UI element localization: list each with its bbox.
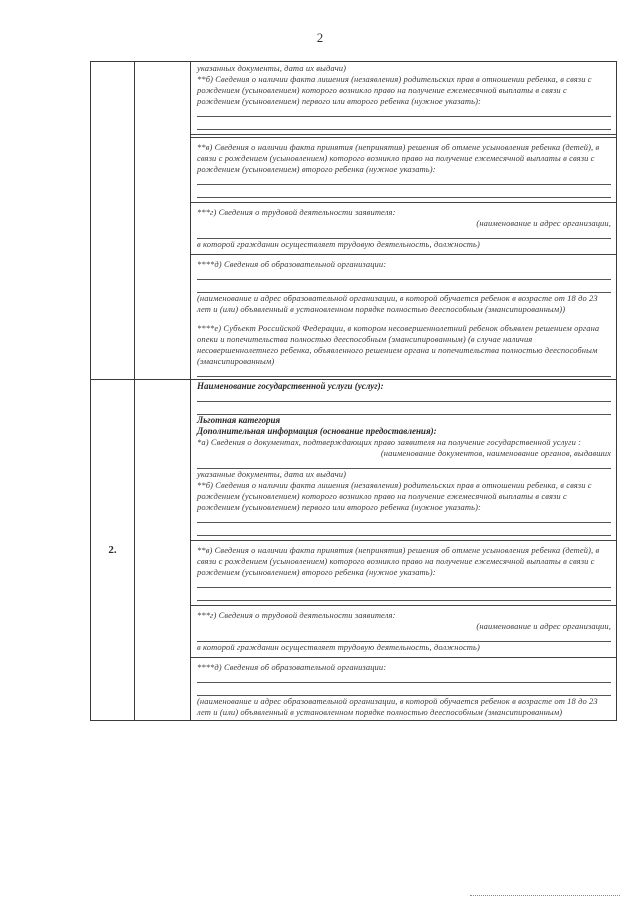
- adoption-input-line[interactable]: [197, 175, 611, 185]
- education-input-line-2[interactable]: [197, 686, 611, 696]
- section-divider: [191, 254, 616, 255]
- employment-caption-2: в которой гражданин осуществляет трудовую деятельность, должность): [197, 642, 480, 652]
- employment-input-line[interactable]: [197, 229, 611, 239]
- education-input-line[interactable]: [197, 270, 611, 280]
- page-number: 2: [316, 30, 324, 45]
- service-name-input-line-2[interactable]: [197, 405, 611, 415]
- employment-caption-2: в которой гражданин осуществляет трудовую деятельность, должность): [197, 239, 480, 249]
- emancipation-region-text: ****е) Субъект Российской Федерации, в котором несовершеннолетний ребенок объявлен решением органа опеки и попечительства полностью дееспособным (эмансипированным) (в случае наличия несовершеннолетнего ребенка, объявленного решением органа и попечительства полностью дееспособным (эмансипированным): [197, 323, 600, 366]
- service-name-input-line[interactable]: [197, 392, 611, 402]
- extra-info-label: Дополнительная информация (основание предоставления):: [197, 426, 437, 436]
- documents-input-line[interactable]: [197, 459, 611, 469]
- adoption-input-line-2[interactable]: [197, 591, 611, 601]
- section-divider: [191, 540, 616, 541]
- employment-input-line[interactable]: [197, 632, 611, 642]
- education-input-line[interactable]: [197, 673, 611, 683]
- footnote-line: [470, 895, 620, 896]
- adoption-info-text: **в) Сведения о наличии факта принятия (непринятия) решения об отмене усыновления ребенка (детей), в связи с рождением (усыновлением) которого возникло право на получение ежемесячной выплаты в связи с рождением (усыновлением) второго ребенка (нужное указать):: [197, 142, 600, 174]
- deprivation-info-text: **б) Сведения о наличии факта лишения (незаявления) родительских прав в отношении ребенка, в связи с рождением (усыновлением) которого возникло право на получение ежемесячной выплаты в связи с рождением (усыновлением) первого или второго ребенка (нужное указать):: [197, 480, 592, 512]
- row-spacer-cell: [135, 380, 191, 721]
- category-label: Льготная категория: [197, 415, 281, 425]
- documents-caption-tail: указанных документы, дата их выдачи): [197, 63, 347, 73]
- deprivation-input-line[interactable]: [197, 107, 611, 117]
- row-number-cell: [91, 62, 135, 380]
- employment-caption: (наименование и адрес организации,: [476, 621, 611, 631]
- adoption-input-line[interactable]: [197, 578, 611, 588]
- section-divider: [191, 605, 616, 606]
- section-divider: [191, 657, 616, 658]
- emancipation-input-line[interactable]: [197, 367, 611, 377]
- section-divider: [191, 202, 616, 203]
- education-input-line-2[interactable]: [197, 283, 611, 293]
- documents-info-text: *а) Сведения о документах, подтверждающих право заявителя на получение государственной услуги :: [197, 437, 582, 447]
- application-form-table: [90, 61, 617, 721]
- deprivation-input-line-2[interactable]: [197, 526, 611, 536]
- employment-info-text: ***г) Сведения о трудовой деятельности заявителя:: [197, 610, 396, 620]
- education-caption: (наименование и адрес образовательной организации, в которой обучается ребенок в возрасте от 18 до 23 лет и (или) объявленный в установленном порядке полностью дееспособным (эмансипированным): [197, 696, 598, 717]
- adoption-info-text: **в) Сведения о наличии факта принятия (непринятия) решения об отмене усыновления ребенка (детей), в связи с рождением (усыновлением) которого возникло право на получение ежемесячной выплаты в связи с рождением (усыновлением) второго ребенка (нужное указать):: [197, 545, 600, 577]
- row-content-cell: [191, 62, 617, 380]
- documents-caption-2: указанные документы, дата их выдачи): [197, 469, 347, 479]
- table-row-1: [91, 62, 617, 380]
- education-info-text: ****д) Сведения об образовательной организации:: [197, 259, 387, 269]
- education-info-text: ****д) Сведения об образовательной организации:: [197, 662, 387, 672]
- section-divider: [191, 134, 616, 138]
- service-name-label: Наименование государственной услуги (услуг):: [197, 381, 384, 391]
- table-row-2: [91, 380, 617, 721]
- deprivation-input-line-2[interactable]: [197, 120, 611, 130]
- row-spacer-cell: [135, 62, 191, 380]
- employment-info-text: ***г) Сведения о трудовой деятельности заявителя:: [197, 207, 396, 217]
- education-caption: (наименование и адрес образовательной организации, в которой обучается ребенок в возрасте от 18 до 23 лет и (или) объявленный в установленном порядке полностью дееспособным (эмансипированным)): [197, 293, 598, 314]
- deprivation-info-text: **б) Сведения о наличии факта лишения (незаявления) родительских прав в отношении ребенка, в связи с рождением (усыновлением) которого возникло право на получение ежемесячной выплаты в связи с рождением (усыновлением) первого или второго ребенка (нужное указать):: [197, 74, 592, 106]
- documents-caption: (наименование документов, наименование органов, выдавших: [380, 448, 611, 458]
- row-number-cell: 2.: [91, 380, 135, 721]
- employment-caption: (наименование и адрес организации,: [476, 218, 611, 228]
- adoption-input-line-2[interactable]: [197, 188, 611, 198]
- row-content-cell: [191, 380, 617, 721]
- deprivation-input-line[interactable]: [197, 513, 611, 523]
